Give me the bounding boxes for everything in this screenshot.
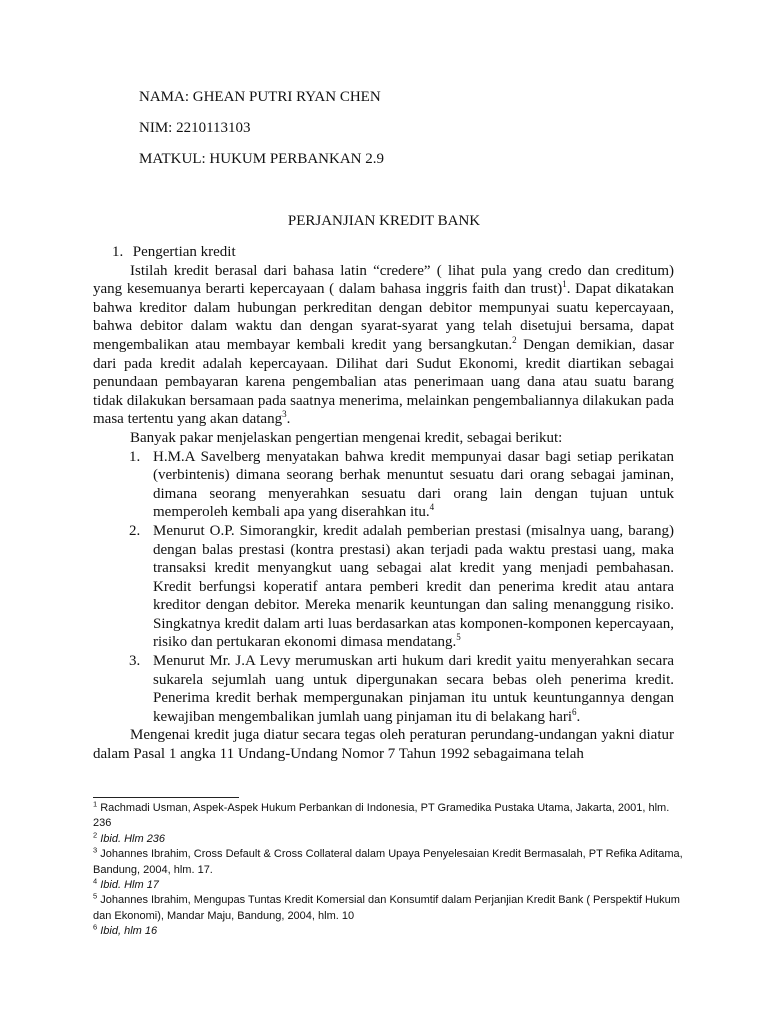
- footnote: [93, 847, 683, 878]
- list-item-number: 1.: [129, 448, 141, 465]
- document-body: [93, 243, 674, 764]
- paragraph-text: Dengan demikian, dasar dari pada kredit adalah kepercayaan. Dilihat dari Sudut Ekonomi, kredit diartikan sebagai penundaan pembayaran karena pengembalian atas penerimaan uang dana atau suatu barang tidak dilakukan bersamaan pada saatnya menerima, melainkan pengembaliannya dilakukan pada masa tertentu yang akan datang: [93, 336, 674, 428]
- section-title: Pengertian kredit: [132, 244, 236, 260]
- footnote: [93, 801, 683, 832]
- list-item: [129, 448, 674, 522]
- footnote: [93, 893, 683, 924]
- paragraph-experts-intro: Banyak pakar menjelaskan pengertian mengenai kredit, sebagai berikut:: [130, 429, 563, 446]
- footnote-number: 4: [93, 876, 98, 886]
- paragraph-definition: [93, 262, 674, 429]
- footnote-number: 5: [93, 891, 98, 901]
- footnote: [93, 924, 683, 939]
- footnote-number: 6: [93, 922, 98, 932]
- list-item: [129, 522, 674, 652]
- list-item-number: 2.: [129, 522, 141, 539]
- student-name: NAMA: GHEAN PUTRI RYAN CHEN: [139, 89, 381, 105]
- document-title: PERJANJIAN KREDIT BANK: [287, 213, 481, 229]
- footnotes: [93, 801, 683, 940]
- section-heading: [93, 243, 674, 262]
- list-item: [129, 652, 674, 726]
- paragraph-text: .: [286, 411, 291, 428]
- list-item-text: Menurut O.P. Simorangkir, kredit adalah pemberian prestasi (misalnya uang, barang) dengan balas prestasi (kontra prestasi) akan terjadi pada waktu prestasi uang, maka transaksi kredit menyangkut uang sebagai alat kredit yang menjadi pembahasan. Kredit berfungsi koperatif antara pemberi kredit dan penerima kredit atau antara kreditor dengan debitor. Mereka menarik keuntungan dan saling menanggung risiko. Singkatnya kredit dalam arti luas berdasarkan atas komponen-komponen kepercayaan, risiko dan pertukaran ekonomi dimasa mendatang.: [153, 522, 674, 651]
- student-nim: NIM: 2210113103: [139, 120, 251, 136]
- footnote-number: 2: [93, 830, 98, 840]
- footnote-ref[interactable]: 3: [282, 409, 287, 420]
- list-item-text: Menurut Mr. J.A Levy merumuskan arti hukum dari kredit yaitu menyerahkan secara sukarela sejumlah uang untuk dipergunakan secara bebas oleh penerima kredit. Penerima kredit berhak mempergunakan pinjaman itu untuk keuntungannya dengan kewajiban mengembalikan jumlah uang pinjaman itu di belakang hari: [153, 653, 674, 725]
- footnote: [93, 878, 683, 893]
- paragraph-text: . Dapat dikatakan bahwa kreditor dalam hubungan perkreditan dengan debitor mempunyai suatu kepercayaan, bahwa debitor dalam waktu dan dengan syarat-syarat yang telah disetujui bersama, dapat mengembalikan atau membayar kembali kredit yang bersangkutan.: [93, 281, 674, 353]
- footnote: [93, 832, 683, 847]
- expert-list: [93, 448, 674, 727]
- list-item-text-end: .: [576, 708, 581, 725]
- footnote-ref[interactable]: 6: [572, 706, 577, 717]
- section-number: 1.: [112, 244, 124, 260]
- footnote-text: Johannes Ibrahim, Mengupas Tuntas Kredit Komersial dan Konsumtif dalam Perjanjian Kredit Bank ( Perspektif Hukum dan Ekonomi), Mandar Maju, Bandung, 2004, hlm. 10: [93, 894, 680, 922]
- footnote-text: Rachmadi Usman, Aspek-Aspek Hukum Perbankan di Indonesia, PT Gramedika Pustaka Utama, Jakarta, 2001, hlm. 236: [93, 802, 670, 830]
- footnote-text: Johannes Ibrahim, Cross Default & Cross Collateral dalam Upaya Penyelesaian Kredit Bermasalah, PT Refika Aditama, Bandung, 2004, hlm. 17.: [93, 848, 683, 876]
- footnote-ref[interactable]: 5: [456, 632, 461, 643]
- footnote-ref[interactable]: 2: [512, 334, 517, 345]
- paragraph-text: Istilah kredit berasal dari bahasa latin “credere” ( lihat pula yang credo dan creditum) yang kesemuanya berarti kepercayaan ( dalam bahasa inggris faith dan trust): [93, 262, 674, 298]
- footnote-text: Ibid. Hlm 236: [100, 832, 166, 845]
- list-item-number: 3.: [129, 653, 141, 670]
- list-item-text: H.M.A Savelberg menyatakan bahwa kredit mempunyai dasar bagi setiap perikatan (verbintenis) dimana seorang berhak menuntut sesuatu dari orang sebagai jaminan, dimana seorang menyerahkan sesuatu dari orang lain dengan tujuan untuk memperoleh kembali apa yang diserahkan itu.: [153, 448, 674, 521]
- footnote-number: 1: [93, 799, 98, 809]
- footnote-text: Ibid, hlm 16: [100, 925, 158, 938]
- paragraph-regulation: Mengenai kredit juga diatur secara tegas oleh peraturan perundang-undangan yakni diatur dalam Pasal 1 angka 11 Undang-Undang Nomor 7 Tahun 1992 sebagaimana telah: [93, 727, 674, 763]
- footnote-ref[interactable]: 1: [562, 279, 567, 290]
- footnote-number: 3: [93, 845, 98, 855]
- footnote-separator: [93, 797, 239, 798]
- footnote-text: Ibid. Hlm 17: [100, 879, 159, 892]
- footnote-ref[interactable]: 4: [429, 502, 435, 513]
- course-name: MATKUL: HUKUM PERBANKAN 2.9: [139, 151, 385, 167]
